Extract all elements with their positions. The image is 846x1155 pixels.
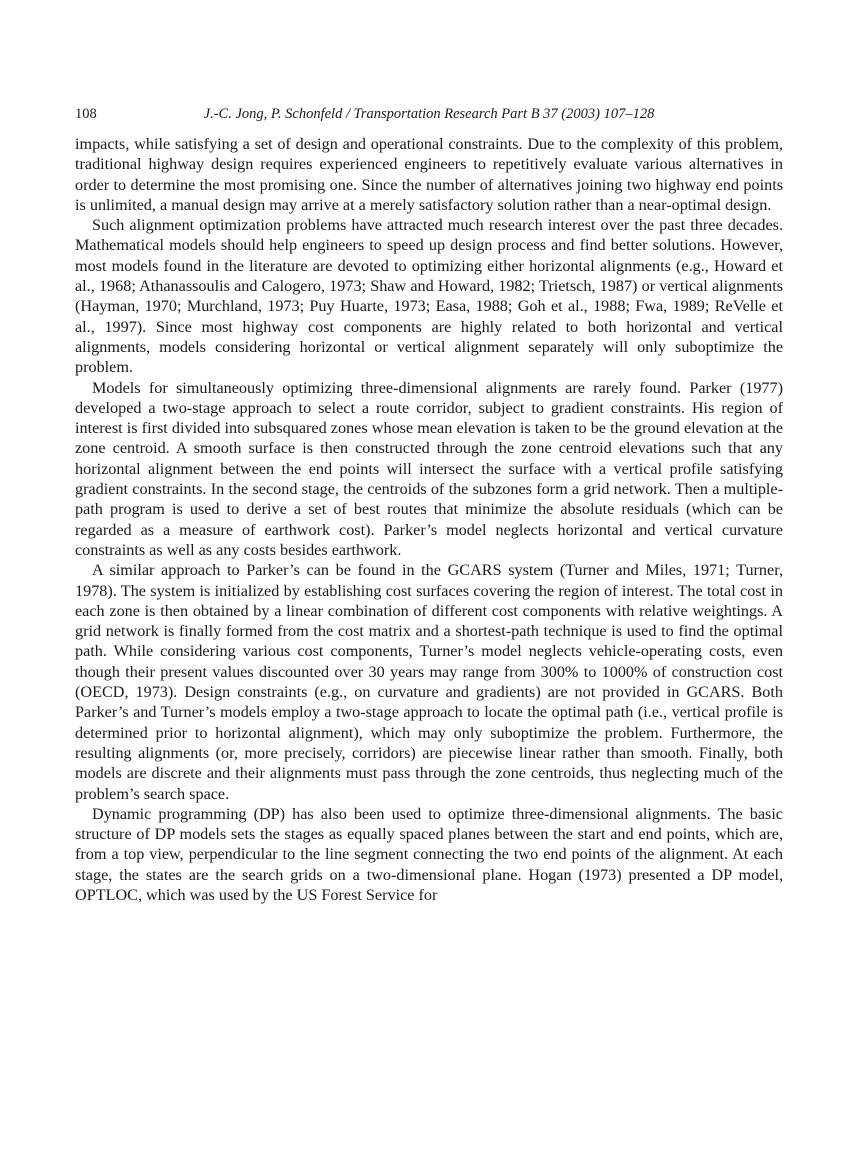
paragraph-gcars-system: A similar approach to Parker’s can be found in the GCARS system (Turner and Miles, 1971; Turner, 1978). The system is initialized by establishing cost surfaces covering the region of interest. The total cost in each zone is then obtained by a linear combination of different cost components with relative weightings. A grid network is finally formed from the cost matrix and a shortest-path technique is used to find the optimal path. While considering various cost components, Turner’s model neglects vehicle-operating costs, even though their present values discounted over 30 years may range from 300% to 1000% of construction cost (OECD, 1973). Design constraints (e.g., on curvature and gradients) are not provided in GCARS. Both Parker’s and Turner’s models employ a two-stage approach to locate the optimal path (i.e., vertical profile is determined prior to horizontal alignment), which may only suboptimize the problem. Furthermore, the resulting alignments (or, more precisely, corridors) are piecewise linear rather than smooth. Finally, both models are discrete and their alignments must pass through the zone centroids, thus neglecting much of the problem’s search space. [75,561,783,803]
paragraph-dynamic-programming: Dynamic programming (DP) has also been used to optimize three-dimensional alignments. The basic structure of DP models sets the stages as equally spaced planes between the start and end points, which are, from a top view, perpendicular to the line segment connecting the two end points of the alignment. At each stage, the states are the search grids on a two-dimensional plane. Hogan (1973) presented a DP model, OPTLOC, which was used by the US Forest Service for [75,804,783,904]
paragraph-continued: impacts, while satisfying a set of design and operational constraints. Due to the complexity of this problem, traditional highway design requires experienced engineers to repetitively evaluate various alternatives in order to determine the most promising one. Since the number of alternatives joining two highway end points is unlimited, a manual design may arrive at a merely satisfactory solution rather than a near-optimal design. [75,135,783,214]
journal-reference: J.-C. Jong, P. Schonfeld / Transportation Research Part B 37 (2003) 107–128 [203,106,655,122]
paragraph-alignment-optimization: Such alignment optimization problems have attracted much research interest over the past three decades. Mathematical models should help engineers to speed up design process and find better solutions. However, most models found in the literature are devoted to optimizing either horizontal alignments (e.g., Howard et al., 1968; Athanassoulis and Calogero, 1973; Shaw and Howard, 1982; Trietsch, 1987) or vertical alignments (Hayman, 1970; Murchland, 1973; Puy Huarte, 1973; Easa, 1988; Goh et al., 1988; Fwa, 1989; ReVelle et al., 1997). Since most highway cost components are highly related to both horizontal and vertical alignments, models considering horizontal or vertical alignment separately will only suboptimize the problem. [75,216,783,377]
running-header [75,106,783,126]
article-body [75,134,783,905]
paragraph-parker-model: Models for simultaneously optimizing three-dimensional alignments are rarely found. Parker (1977) developed a two-stage approach to select a route corridor, subject to gradient constraints. His region of interest is first divided into subsquared zones whose mean elevation is taken to be the ground elevation at the zone centroid. A smooth surface is then constructed through the zone centroid elevations such that any horizontal alignment between the end points will intersect the surface with a vertical profile satisfying gradient constraints. In the second stage, the centroids of the subzones form a grid network. Then a multiple-path program is used to derive a set of best routes that minimize the absolute residuals (which can be regarded as a measure of earthwork cost). Parker’s model neglects horizontal and vertical curvature constraints as well as any costs besides earthwork. [75,378,783,559]
page-number: 108 [75,106,97,122]
